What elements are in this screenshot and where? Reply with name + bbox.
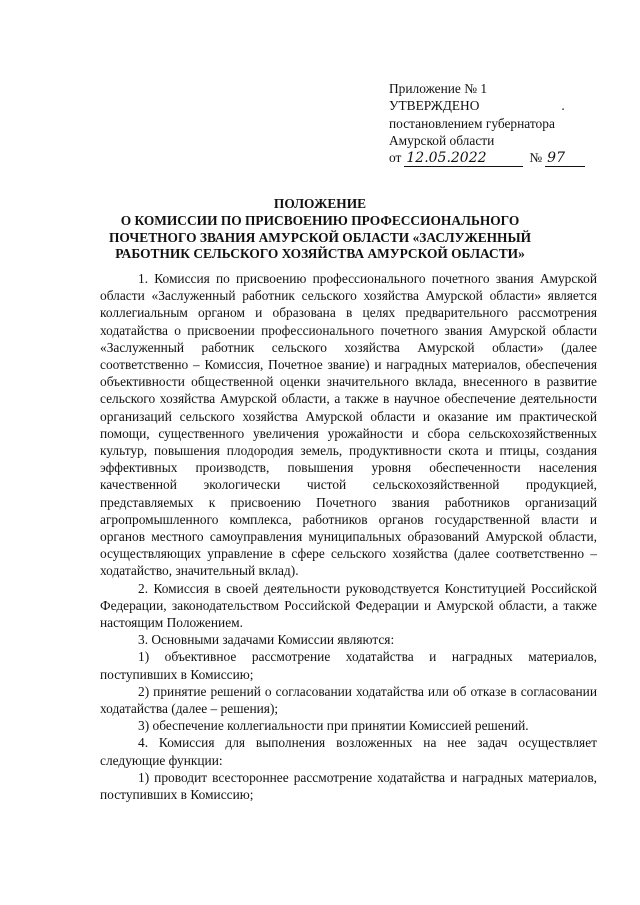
document-body: [100, 270, 597, 803]
paragraph-2: 2. Комиссия в своей деятельности руководствуется Конституцией Российской Федерации, законодательством Российской Федерации и Амурской области, а также настоящим Положением.: [100, 580, 597, 631]
approval-header: [389, 80, 599, 167]
appendix-label: Приложение № 1: [389, 81, 488, 96]
paragraph-1: 1. Комиссия по присвоению профессионального почетного звания Амурской области «Заслуженный работник сельского хозяйства Амурской области» является коллегиальным органом и образована в целях предварительного рассмотрения ходатайства о присвоении профессионального почетного звания Амурской области «Заслуженный работник сельского хозяйства Амурской области» (далее соответственно – Комиссия, Почетное звание) и наградных материалов, обеспечения объективности общественной оценки значительного вклада, внесенного в развитие сельского хозяйства Амурской области, а также в научное обеспечение деятельности организаций сельского хозяйства Амурской области и оказание им практической помощи, существенного увеличения урожайности и сбора сельскохозяйственных культур, повышения плодородия земель, продуктивности скота и птицы, создания эффективных производств, повышения уровня обеспеченности населения качественной экологически чистой сельскохозяйственной продукцией, представляемых к присвоению Почетного звания работников организаций агропромышленного комплекса, работников органов государственной власти и органов местного самоуправления муниципальных образований Амурской области, осуществляющих управление в сфере сельского хозяйства (далее соответственно – ходатайство, значительный вклад).: [100, 271, 597, 579]
document-title: [100, 196, 540, 263]
paragraph-4: 4. Комиссия для выполнения возложенных на нее задач осуществляет следующие функции:: [100, 735, 597, 768]
title-line-4: РАБОТНИК СЕЛЬСКОГО ХОЗЯЙСТВА АМУРСКОЙ ОБЛАСТИ»: [115, 246, 525, 262]
title-line-3: ПОЧЕТНОГО ЗВАНИЯ АМУРСКОЙ ОБЛАСТИ «ЗАСЛУЖЕННЫЙ: [108, 229, 532, 245]
handwritten-date: 12.05.2022: [404, 151, 523, 167]
stray-dot: .: [561, 98, 565, 114]
handwritten-number: 97: [545, 151, 585, 167]
paragraph-3: 3. Основными задачами Комиссии являются:: [138, 632, 395, 648]
paragraph-3-1: 1) объективное рассмотрение ходатайства и наградных материалов, поступивших в Комиссию;: [100, 649, 597, 682]
title-line-2: О КОМИССИИ ПО ПРИСВОЕНИЮ ПРОФЕССИОНАЛЬНОГО: [120, 212, 520, 228]
paragraph-3-2: 2) принятие решений о согласовании ходатайства или об отказе в согласовании ходатайства (далее – решения);: [100, 683, 597, 717]
paragraph-3-3: 3) обеспечение коллегиальности при принятии Комиссией решений.: [138, 718, 529, 734]
date-number-line: [389, 149, 599, 167]
paragraph-4-1: 1) проводит всестороннее рассмотрение ходатайства и наградных материалов, поступивших в Комиссию;: [100, 769, 597, 803]
date-prefix: от: [389, 150, 402, 166]
approved-label: УТВЕРЖДЕНО: [389, 98, 480, 114]
decree-label: постановлением губернатора: [389, 115, 555, 131]
region-label: Амурской области: [389, 132, 495, 148]
title-line-1: ПОЛОЖЕНИЕ: [273, 196, 367, 211]
number-label: №: [529, 150, 543, 166]
approved-line: [389, 97, 599, 114]
